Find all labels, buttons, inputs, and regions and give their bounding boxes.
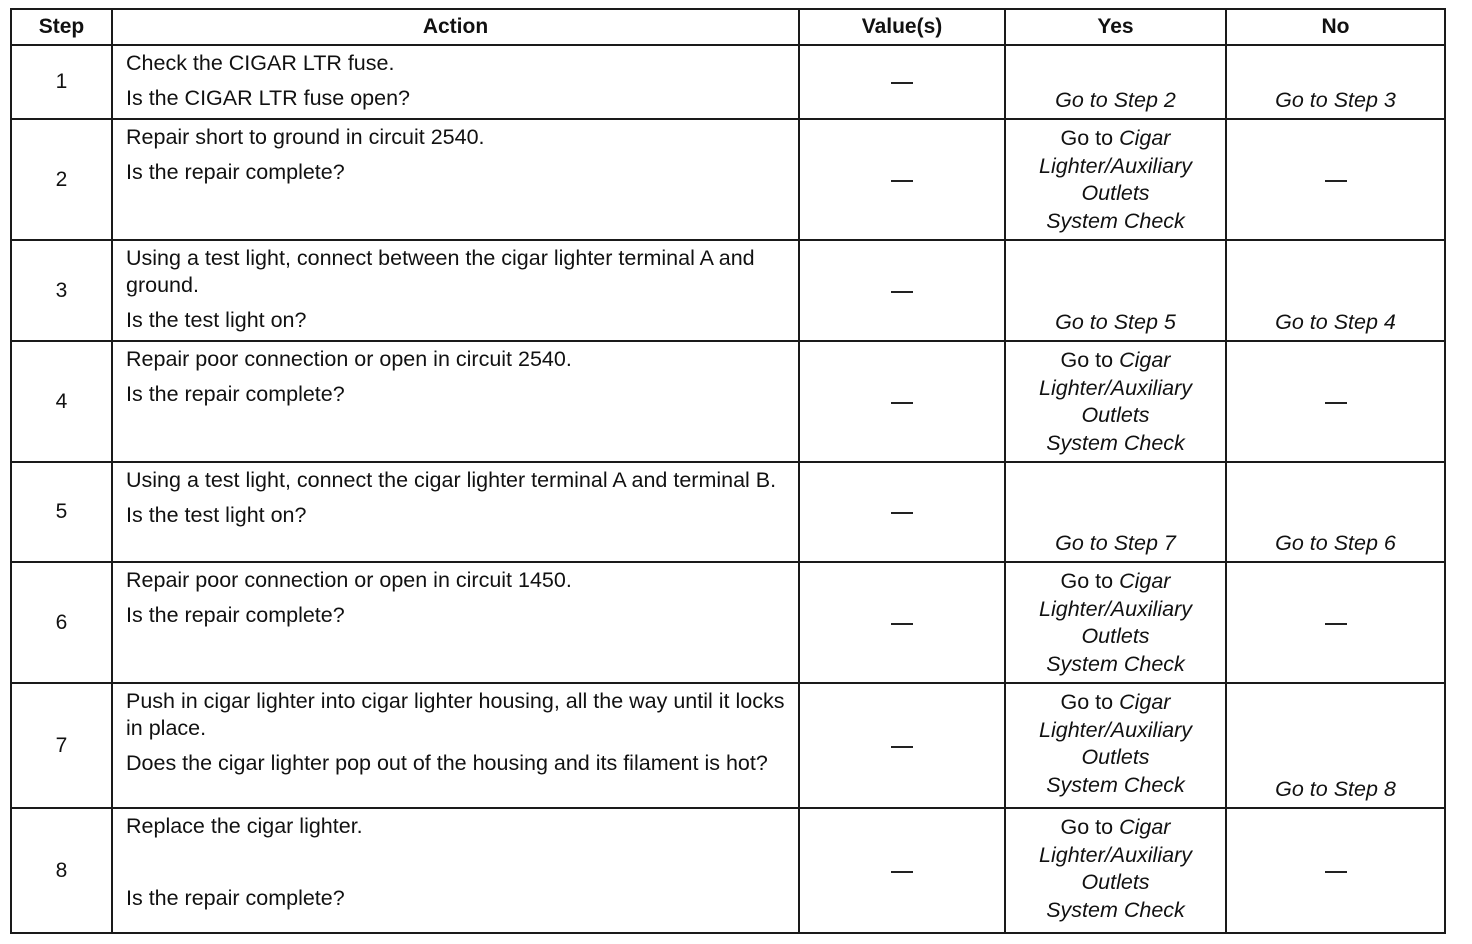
yes-link: Outlets	[1081, 181, 1150, 205]
action-cell	[112, 341, 799, 462]
yes-cell: Go to Step 5	[1005, 240, 1226, 341]
value-cell	[799, 119, 1005, 240]
action-question: Is the repair complete?	[126, 886, 345, 910]
no-dash	[1325, 402, 1347, 404]
action-text: Replace the cigar lighter.	[126, 814, 363, 838]
value-dash	[891, 746, 913, 748]
action-question: Is the test light on?	[126, 503, 307, 527]
yes-link: Outlets	[1081, 870, 1150, 894]
action-text: Using a test light, connect the cigar lighter terminal A and terminal B.	[126, 468, 777, 492]
action-text: Repair poor connection or open in circuit 1450.	[126, 568, 572, 592]
table-header-row	[11, 9, 1445, 45]
diagnostic-table	[10, 8, 1446, 934]
yes-link: Cigar	[1119, 815, 1171, 839]
value-cell	[799, 683, 1005, 808]
yes-cell: Go to Step 2	[1005, 45, 1226, 119]
yes-cell	[1005, 562, 1226, 683]
value-dash	[891, 871, 913, 873]
yes-prefix: Go to	[1060, 690, 1114, 714]
action-cell	[112, 808, 799, 933]
yes-link: Lighter/Auxiliary	[1039, 842, 1192, 867]
step-number: 5	[11, 462, 112, 562]
action-text: Repair short to ground in circuit 2540.	[126, 125, 485, 149]
yes-prefix: Go to	[1060, 126, 1114, 150]
yes-link: Lighter/Auxiliary	[1039, 596, 1192, 621]
yes-prefix: Go to	[1060, 569, 1114, 593]
table-row	[11, 341, 1445, 462]
yes-cell	[1005, 683, 1226, 808]
action-text: Push in cigar lighter into cigar lighter housing, all the way until it locks in place.	[126, 689, 785, 740]
table-row	[11, 808, 1445, 933]
no-cell: Go to Step 3	[1226, 45, 1445, 119]
no-cell: Go to Step 6	[1226, 462, 1445, 562]
no-cell: Go to Step 4	[1226, 240, 1445, 341]
header-no: No	[1226, 9, 1445, 45]
action-question: Is the test light on?	[126, 308, 307, 332]
yes-link: System Check	[1046, 208, 1185, 233]
no-cell	[1226, 808, 1445, 933]
no-cell	[1226, 562, 1445, 683]
header-action: Action	[112, 9, 799, 45]
value-cell	[799, 462, 1005, 562]
action-text: Repair poor connection or open in circuit 2540.	[126, 347, 572, 371]
value-dash	[891, 512, 913, 514]
yes-cell	[1005, 119, 1226, 240]
table-row	[11, 119, 1445, 240]
value-cell	[799, 808, 1005, 933]
action-question: Is the repair complete?	[126, 160, 345, 184]
yes-link: Lighter/Auxiliary	[1039, 717, 1192, 742]
yes-link: System Check	[1046, 897, 1185, 922]
step-number: 8	[11, 808, 112, 933]
yes-link: Lighter/Auxiliary	[1039, 375, 1192, 400]
action-cell	[112, 119, 799, 240]
table-row	[11, 462, 1445, 562]
yes-link: Cigar	[1119, 126, 1171, 150]
value-dash	[891, 623, 913, 625]
action-question: Does the cigar lighter pop out of the housing and its filament is hot?	[126, 751, 768, 775]
step-number: 1	[11, 45, 112, 119]
yes-link: Cigar	[1119, 348, 1171, 372]
yes-link: Outlets	[1081, 403, 1150, 427]
value-cell	[799, 240, 1005, 341]
action-question: Is the repair complete?	[126, 603, 345, 627]
table-row	[11, 45, 1445, 119]
yes-prefix: Go to	[1060, 815, 1114, 839]
value-dash	[891, 180, 913, 182]
yes-link: System Check	[1046, 772, 1185, 797]
header-values: Value(s)	[799, 9, 1005, 45]
yes-link: Outlets	[1081, 745, 1150, 769]
value-cell	[799, 341, 1005, 462]
action-question: Is the CIGAR LTR fuse open?	[126, 86, 411, 110]
value-cell	[799, 562, 1005, 683]
yes-cell	[1005, 808, 1226, 933]
table-row	[11, 240, 1445, 341]
header-yes: Yes	[1005, 9, 1226, 45]
value-dash	[891, 402, 913, 404]
step-number: 6	[11, 562, 112, 683]
step-number: 2	[11, 119, 112, 240]
step-number: 3	[11, 240, 112, 341]
action-question: Is the repair complete?	[126, 382, 345, 406]
action-cell	[112, 562, 799, 683]
action-cell	[112, 683, 799, 808]
no-dash	[1325, 871, 1347, 873]
action-text: Check the CIGAR LTR fuse.	[126, 51, 395, 75]
yes-link: Cigar	[1119, 569, 1171, 593]
action-cell	[112, 240, 799, 341]
no-dash	[1325, 623, 1347, 625]
step-number: 4	[11, 341, 112, 462]
yes-prefix: Go to	[1060, 348, 1114, 372]
table-row	[11, 562, 1445, 683]
yes-cell	[1005, 341, 1226, 462]
value-dash	[891, 291, 913, 293]
header-step: Step	[11, 9, 112, 45]
yes-link: Cigar	[1119, 690, 1171, 714]
action-text: Using a test light, connect between the cigar lighter terminal A and ground.	[126, 246, 755, 297]
yes-cell: Go to Step 7	[1005, 462, 1226, 562]
yes-link: Lighter/Auxiliary	[1039, 153, 1192, 178]
step-number: 7	[11, 683, 112, 808]
yes-link: System Check	[1046, 430, 1185, 455]
yes-link: System Check	[1046, 651, 1185, 676]
no-cell	[1226, 341, 1445, 462]
no-dash	[1325, 180, 1347, 182]
yes-link: Outlets	[1081, 624, 1150, 648]
value-cell	[799, 45, 1005, 119]
value-dash	[891, 82, 913, 84]
no-cell	[1226, 119, 1445, 240]
action-cell	[112, 462, 799, 562]
table-row	[11, 683, 1445, 808]
no-cell: Go to Step 8	[1226, 683, 1445, 808]
action-cell	[112, 45, 799, 119]
